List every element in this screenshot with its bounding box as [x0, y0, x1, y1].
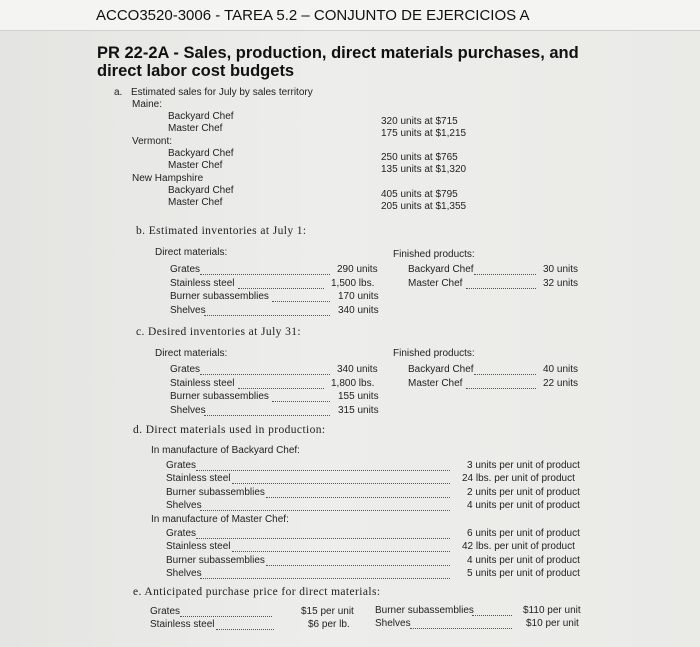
part-d-heading: d. Direct materials used in production: [133, 424, 326, 436]
price-value: $6 per lb. [308, 619, 350, 630]
fp-label: Finished products: [393, 249, 475, 260]
part-c-heading: c. Desired inventories at July 31: [136, 326, 301, 338]
material-name: Shelves [375, 618, 411, 629]
material-name: Stainless steel [166, 473, 231, 484]
usage-value: 4 units per unit of product [467, 555, 580, 566]
part-a-heading: Estimated sales for July by sales territory [131, 87, 313, 98]
sales-detail: 135 units at $1,320 [381, 164, 467, 175]
material-name: Stainless steel [150, 619, 215, 630]
usage-value: 2 units per unit of product [467, 487, 580, 498]
price-value: $10 per unit [526, 618, 579, 629]
price-value: $15 per unit [301, 606, 354, 617]
usage-value: 42 lbs. per unit of product [462, 541, 575, 552]
territory-name: New Hampshire [132, 173, 204, 184]
sales-detail: 405 units at $795 [381, 189, 458, 200]
leader-dots [238, 388, 324, 389]
leader-dots [266, 565, 450, 566]
product-name: Master Chef [168, 160, 223, 171]
material-name: Grates [170, 364, 201, 375]
leader-dots [232, 483, 450, 484]
fp-label: Finished products: [393, 348, 475, 359]
dm-label: Direct materials: [155, 247, 228, 258]
leader-dots [272, 401, 330, 402]
part-e-heading: e. Anticipated purchase price for direct materials: [133, 586, 381, 598]
leader-dots [204, 415, 330, 416]
inventory-value: 40 units [543, 364, 579, 375]
usage-value: 24 lbs. per unit of product [462, 473, 575, 484]
sales-detail: 175 units at $1,215 [381, 128, 467, 139]
leader-dots [466, 288, 536, 289]
product-name: Backyard Chef [408, 364, 474, 375]
usage-value: 4 units per unit of product [467, 500, 580, 511]
document-sheet [0, 30, 700, 647]
part-b-heading: b. Estimated inventories at July 1: [136, 225, 307, 237]
material-name: Shelves [170, 405, 206, 416]
leader-dots [474, 374, 536, 375]
leader-dots [196, 538, 450, 539]
leader-dots [204, 315, 330, 316]
leader-dots [200, 274, 330, 275]
inventory-value: 1,800 lbs. [331, 378, 375, 389]
dm-label: Direct materials: [155, 348, 228, 359]
inventory-value: 1,500 lbs. [331, 278, 375, 289]
material-name: Stainless steel [166, 541, 231, 552]
material-name: Shelves [166, 500, 202, 511]
material-name: Stainless steel [170, 378, 235, 389]
inventory-value: 30 units [543, 264, 579, 275]
product-name: Backyard Chef [168, 185, 234, 196]
leader-dots [232, 551, 450, 552]
leader-dots [200, 578, 450, 579]
material-name: Burner subassemblies [375, 605, 474, 616]
material-name: Burner subassemblies [170, 391, 269, 402]
inventory-value: 170 units [338, 291, 379, 302]
usage-value: 5 units per unit of product [467, 568, 580, 579]
territory-name: Vermont: [132, 136, 173, 147]
sales-detail: 205 units at $1,355 [381, 201, 467, 212]
leader-dots [266, 497, 450, 498]
inventory-value: 340 units [337, 364, 378, 375]
leader-dots [466, 388, 536, 389]
product-name: Master Chef [408, 278, 463, 289]
material-name: Burner subassemblies [166, 487, 265, 498]
part-a-letter: a. [114, 87, 123, 98]
leader-dots [200, 510, 450, 511]
material-name: Grates [166, 528, 197, 539]
master-label: In manufacture of Master Chef: [151, 514, 289, 525]
product-name: Backyard Chef [408, 264, 474, 275]
leader-dots [216, 629, 274, 630]
leader-dots [472, 615, 512, 616]
price-value: $110 per unit [523, 605, 581, 616]
leader-dots [410, 628, 512, 629]
backyard-label: In manufacture of Backyard Chef: [151, 445, 300, 456]
inventory-value: 22 units [543, 378, 579, 389]
material-name: Grates [170, 264, 201, 275]
product-name: Backyard Chef [168, 111, 234, 122]
course-title: ACCO3520-3006 - TAREA 5.2 – CONJUNTO DE EJERCICIOS A [96, 7, 530, 24]
inventory-value: 155 units [338, 391, 379, 402]
sales-detail: 320 units at $715 [381, 116, 458, 127]
product-name: Master Chef [168, 123, 223, 134]
leader-dots [196, 470, 450, 471]
leader-dots [474, 274, 536, 275]
inventory-value: 290 units [337, 264, 378, 275]
material-name: Burner subassemblies [166, 555, 265, 566]
leader-dots [272, 301, 330, 302]
material-name: Shelves [170, 305, 206, 316]
usage-value: 6 units per unit of product [467, 528, 580, 539]
sales-detail: 250 units at $765 [381, 152, 458, 163]
material-name: Grates [150, 606, 181, 617]
material-name: Burner subassemblies [170, 291, 269, 302]
material-name: Stainless steel [170, 278, 235, 289]
problem-title-line1: PR 22-2A - Sales, production, direct materials purchases, and [97, 44, 579, 62]
leader-dots [238, 288, 324, 289]
leader-dots [180, 616, 272, 617]
territory-name: Maine: [132, 99, 163, 110]
material-name: Grates [166, 460, 197, 471]
inventory-value: 32 units [543, 278, 579, 289]
leader-dots [200, 374, 330, 375]
problem-title-line2: direct labor cost budgets [97, 62, 295, 80]
product-name: Master Chef [408, 378, 463, 389]
inventory-value: 340 units [338, 305, 379, 316]
inventory-value: 315 units [338, 405, 379, 416]
product-name: Master Chef [168, 197, 223, 208]
material-name: Shelves [166, 568, 202, 579]
usage-value: 3 units per unit of product [467, 460, 580, 471]
product-name: Backyard Chef [168, 148, 234, 159]
